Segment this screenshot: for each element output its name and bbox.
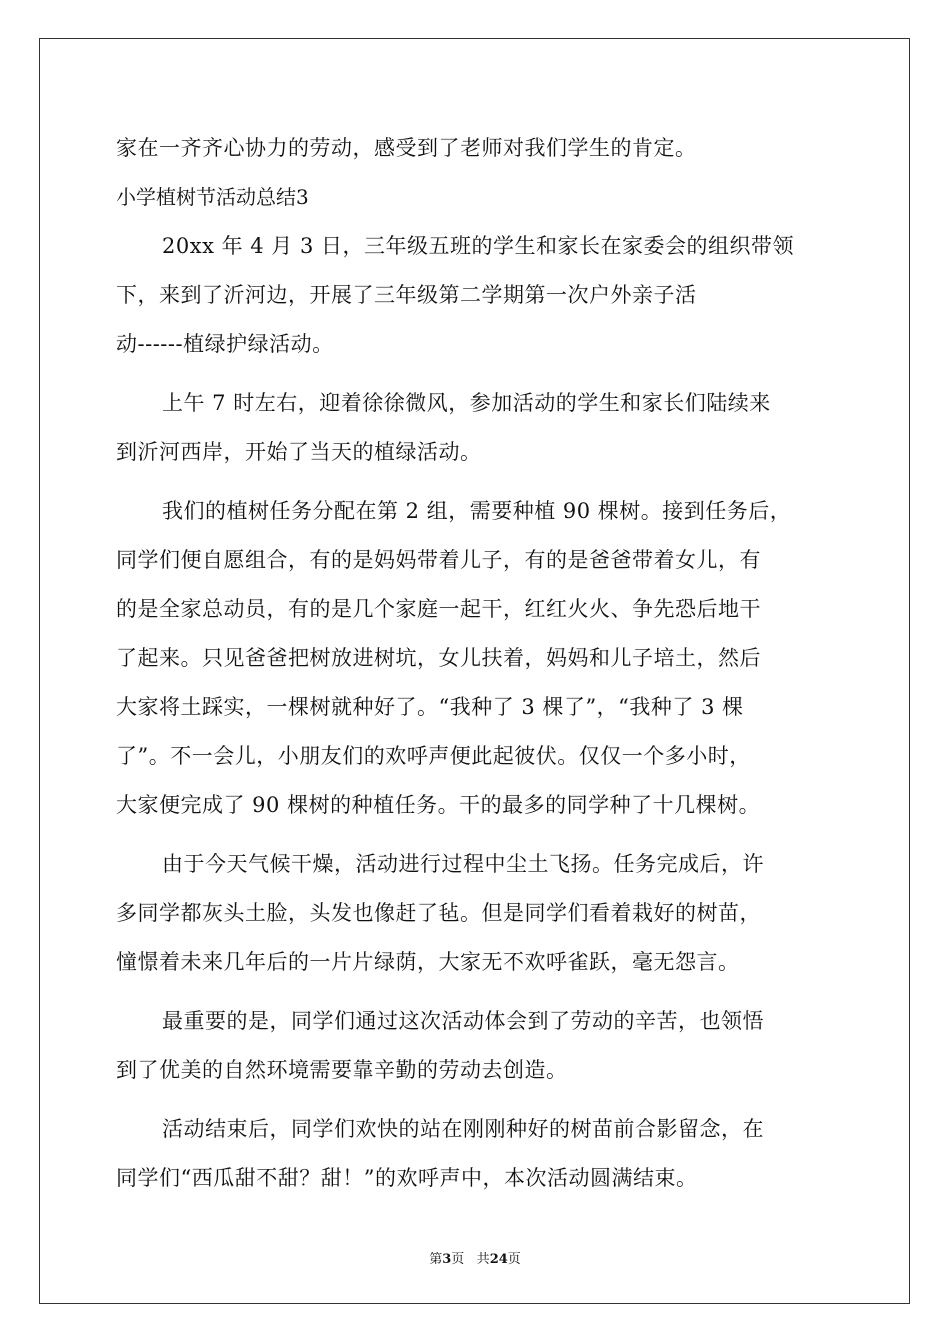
text-line: 到沂河西岸，开始了当天的植绿活动。 <box>116 440 482 464</box>
paragraph-gap <box>116 991 846 1001</box>
text-line: 由于今天气候干燥，活动进行过程中尘土飞扬。任务完成后，许 <box>162 852 764 876</box>
text-line: 同学们便自愿组合，有的是妈妈带着儿子，有的是爸爸带着女儿，有 <box>116 548 761 572</box>
text-line: 动------植绿护绿活动。 <box>116 332 334 356</box>
section-heading: 小学植树节活动总结3 <box>116 185 309 209</box>
page-footer <box>0 1248 950 1267</box>
footer-page-unit: 页 <box>451 1252 465 1267</box>
text-line: 的是全家总动员，有的是几个家庭一起干，红红火火、争先恐后地干 <box>116 597 761 621</box>
text-line: 大家将土踩实，一棵树就种好了。“我种了 3 棵了”，“我种了 3 棵 <box>116 695 744 719</box>
text-line: 多同学都灰头土脸，头发也像赶了毡。但是同学们看着栽好的树苗， <box>116 901 761 925</box>
footer-total-prefix: 共 <box>476 1252 490 1267</box>
text-line: 活动结束后，同学们欢快的站在刚刚种好的树苗前合影留念，在 <box>162 1117 764 1141</box>
total-page-count: 24 <box>489 1252 508 1267</box>
text-line: 同学们“西瓜甜不甜？甜！”的欢呼声中，本次活动圆满结束。 <box>116 1166 698 1190</box>
text-line: 我们的植树任务分配在第 2 组，需要种植 90 棵树。接到任务后， <box>162 499 792 523</box>
paragraph-gap <box>116 481 846 491</box>
text-line: 到了优美的自然环境需要靠辛勤的劳动去创造。 <box>116 1058 568 1082</box>
text-line: 憧憬着未来几年后的一片片绿荫，大家无不欢呼雀跃，毫无怨言。 <box>116 950 740 974</box>
text-line: 大家便完成了 90 棵树的种植任务。干的最多的同学种了十几棵树。 <box>116 793 761 817</box>
text-line: 家在一齐齐心协力的劳动，感受到了老师对我们学生的肯定。 <box>116 136 697 160</box>
paragraph-gap <box>116 1099 846 1109</box>
paragraph-gap <box>116 834 846 844</box>
paragraph-gap <box>116 373 846 383</box>
text-line: 下，来到了沂河边，开展了三年级第二学期第一次户外亲子活 <box>116 283 697 307</box>
footer-prefix: 第 <box>429 1252 443 1267</box>
document-body <box>116 128 846 1207</box>
text-line: 最重要的是，同学们通过这次活动体会到了劳动的辛苦，也领悟 <box>162 1009 764 1033</box>
text-line: 了起来。只见爸爸把树放进树坑，女儿扶着，妈妈和儿子培土，然后 <box>116 646 761 670</box>
text-line: 了”。不一会儿，小朋友们的欢呼声便此起彼伏。仅仅一个多小时， <box>116 744 751 768</box>
text-line: 上午 7 时左右，迎着徐徐微风，参加活动的学生和家长们陆续来 <box>162 391 771 415</box>
footer-total-unit: 页 <box>507 1252 521 1267</box>
text-line: 20xx 年 4 月 3 日，三年级五班的学生和家长在家委会的组织带领 <box>162 234 795 258</box>
current-page-number: 3 <box>442 1252 452 1267</box>
